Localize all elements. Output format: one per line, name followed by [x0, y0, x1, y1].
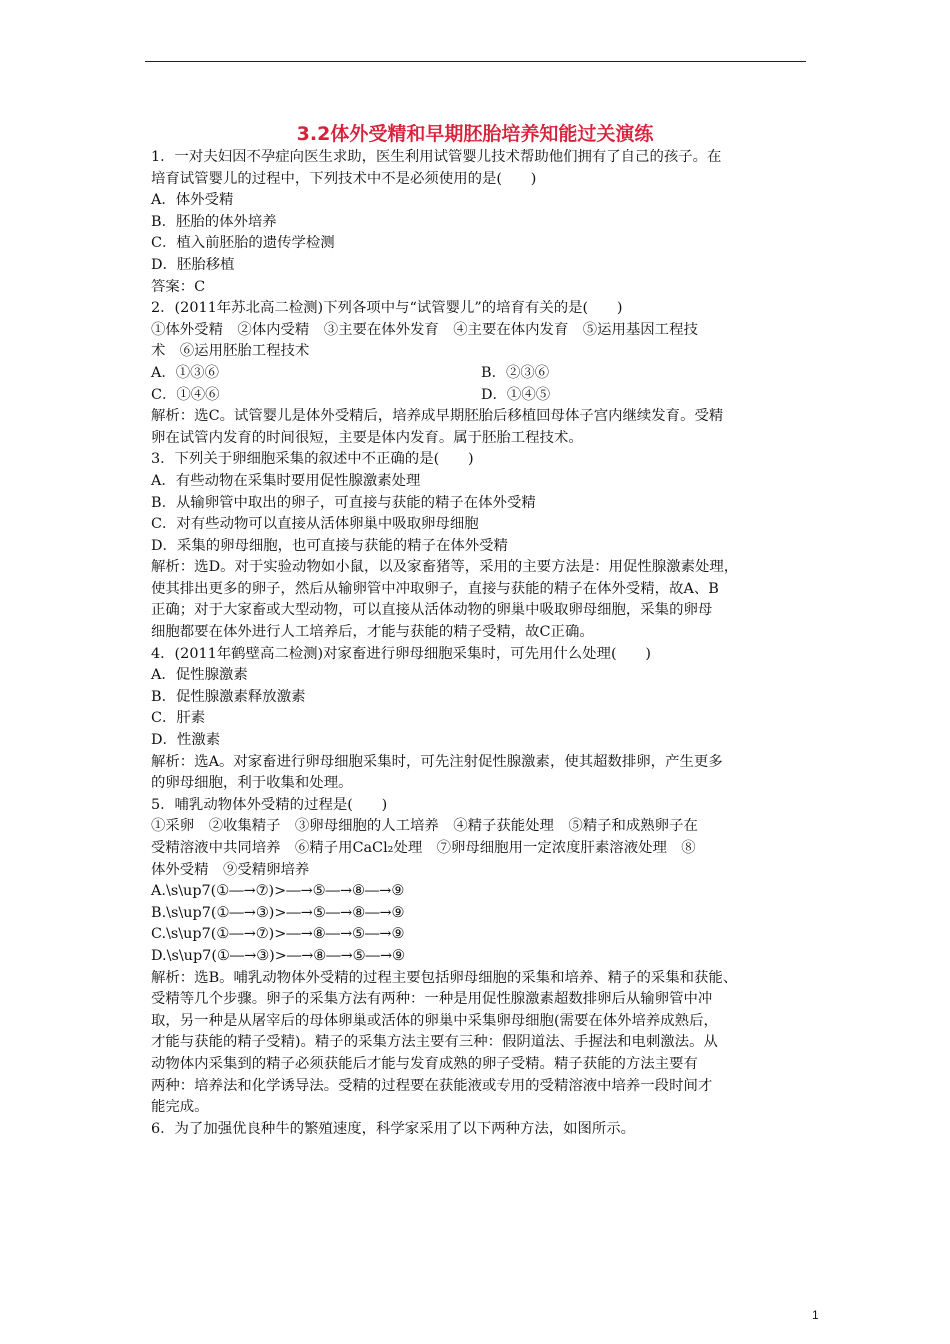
text-line: B．胚胎的体外培养 — [151, 213, 277, 230]
text-line: B．从输卵管中取出的卵子，可直接与获能的精子在体外受精 — [151, 494, 536, 511]
text-line: 受精等几个步骤。卵子的采集方法有两种：一种是用促性腺激素超数排卵后从输卵管中冲 — [151, 991, 713, 1008]
text-line: A．促性腺激素 — [151, 667, 248, 684]
text-line: 的卵母细胞，利于收集和处理。 — [151, 775, 353, 792]
text-line: C．植入前胚胎的遗传学检测 — [151, 235, 335, 252]
text-line: 2．(2011年苏北高二检测)下列各项中与“试管婴儿”的培育有关的是( ) — [151, 300, 623, 317]
page-title: 3.2体外受精和早期胚胎培养知能过关演练 — [296, 123, 654, 145]
text-line: 取，另一种是从屠宰后的母体卵巢或活体的卵巢中采集卵母细胞(需要在体外培养成熟后， — [151, 1012, 718, 1029]
text-line: D.\s\up7(①―→③)>―→⑧―→⑤―→⑨ — [151, 947, 405, 964]
text-line: 解析：选D。对于实验动物如小鼠，以及家畜猪等，采用的主要方法是：用促性腺激素处理， — [151, 559, 739, 576]
text-line: 能完成。 — [151, 1099, 209, 1116]
text-line: 两种：培养法和化学诱导法。受精的过程要在获能液或专用的受精溶液中培养一段时间才 — [151, 1077, 713, 1094]
text-line: D．性激素 — [151, 732, 221, 749]
text-line: 体外受精 ⑨受精卵培养 — [151, 861, 310, 878]
text-line: 受精溶液中共同培养 ⑥精子用CaCl₂处理 ⑦卵母细胞用一定浓度肝素溶液处理 ⑧ — [151, 840, 696, 856]
text-line: 解析：选A。对家畜进行卵母细胞采集时，可先注射促性腺激素，使其超数排卵，产生更多 — [151, 753, 723, 770]
text-line: 解析：选B。哺乳动物体外受精的过程主要包括卵母细胞的采集和培养、精子的采集和获能、 — [151, 969, 738, 986]
text-line: 3．下列关于卵细胞采集的叙述中不正确的是( ) — [151, 451, 474, 468]
header-rule — [145, 61, 806, 62]
text-line: 解析：选C。试管婴儿是体外受精后，培养成早期胚胎后移植回母体子宫内继续发育。受精 — [151, 408, 724, 425]
text-line: 使其排出更多的卵子，然后从输卵管中冲取卵子，直接与获能的精子在体外受精，故A、B — [151, 580, 719, 597]
q2-option: D．①④⑤ — [481, 386, 551, 403]
text-line: 1．一对夫妇因不孕症向医生求助，医生利用试管婴儿技术帮助他们拥有了自己的孩子。在 — [151, 149, 722, 165]
text-line: 答案：C — [151, 278, 206, 295]
document-body — [151, 147, 811, 1140]
text-line: B．促性腺激素释放激素 — [151, 688, 306, 705]
page-number: 1 — [812, 1308, 819, 1322]
text-line: C．对有些动物可以直接从活体卵巢中吸取卵母细胞 — [151, 516, 479, 533]
text-line: 动物体内采集到的精子必须获能后才能与发育成熟的卵子受精。精子获能的方法主要有 — [151, 1055, 698, 1072]
text-line: A.\s\up7(①―→⑦)>―→⑤―→⑧―→⑨ — [151, 883, 405, 900]
text-line: 细胞都要在体外进行人工培养后，才能与获能的精子受精，故C正确。 — [151, 624, 594, 641]
text-line: 4．(2011年鹤壁高二检测)对家畜进行卵母细胞采集时，可先用什么处理( ) — [151, 645, 651, 662]
text-line: 卵在试管内发育的时间很短，主要是体内发育。属于胚胎工程技术。 — [151, 429, 583, 446]
text-line: ①体外受精 ②体内受精 ③主要在体外发育 ④主要在体内发育 ⑤运用基因工程技 — [151, 321, 698, 338]
text-line: 5．哺乳动物体外受精的过程是( ) — [151, 796, 388, 813]
text-line: 正确；对于大家畜或大型动物，可以直接从活体动物的卵巢中吸取卵母细胞，采集的卵母 — [151, 602, 713, 619]
text-line: 术 ⑥运用胚胎工程技术 — [151, 343, 310, 360]
text-line: C.\s\up7(①―→⑦)>―→⑧―→⑤―→⑨ — [151, 926, 405, 943]
text-line: D．采集的卵母细胞，也可直接与获能的精子在体外受精 — [151, 537, 508, 554]
text-line: A．体外受精 — [151, 192, 234, 209]
text-line: 6．为了加强优良种牛的繁殖速度，科学家采用了以下两种方法，如图所示。 — [151, 1120, 636, 1137]
text-line: ①采卵 ②收集精子 ③卵母细胞的人工培养 ④精子获能处理 ⑤精子和成熟卵子在 — [151, 818, 698, 835]
text-line: 才能与获能的精子受精)。精子的采集方法主要有三种：假阴道法、手握法和电刺激法。从 — [151, 1034, 718, 1051]
text-line: C．肝素 — [151, 710, 206, 727]
q2-options-row — [151, 363, 811, 385]
text-line: D．胚胎移植 — [151, 256, 235, 273]
text-line: A．有些动物在采集时要用促性腺激素处理 — [151, 472, 421, 489]
text-line: 培育试管婴儿的过程中，下列技术中不是必须使用的是( ) — [151, 170, 537, 187]
q2-option: B．②③⑥ — [481, 364, 550, 381]
q2-option: A．①③⑥ — [151, 364, 219, 381]
text-line: B.\s\up7(①―→③)>―→⑤―→⑧―→⑨ — [151, 904, 405, 921]
q2-option: C．①④⑥ — [151, 386, 220, 403]
q2-options-row — [151, 385, 811, 407]
